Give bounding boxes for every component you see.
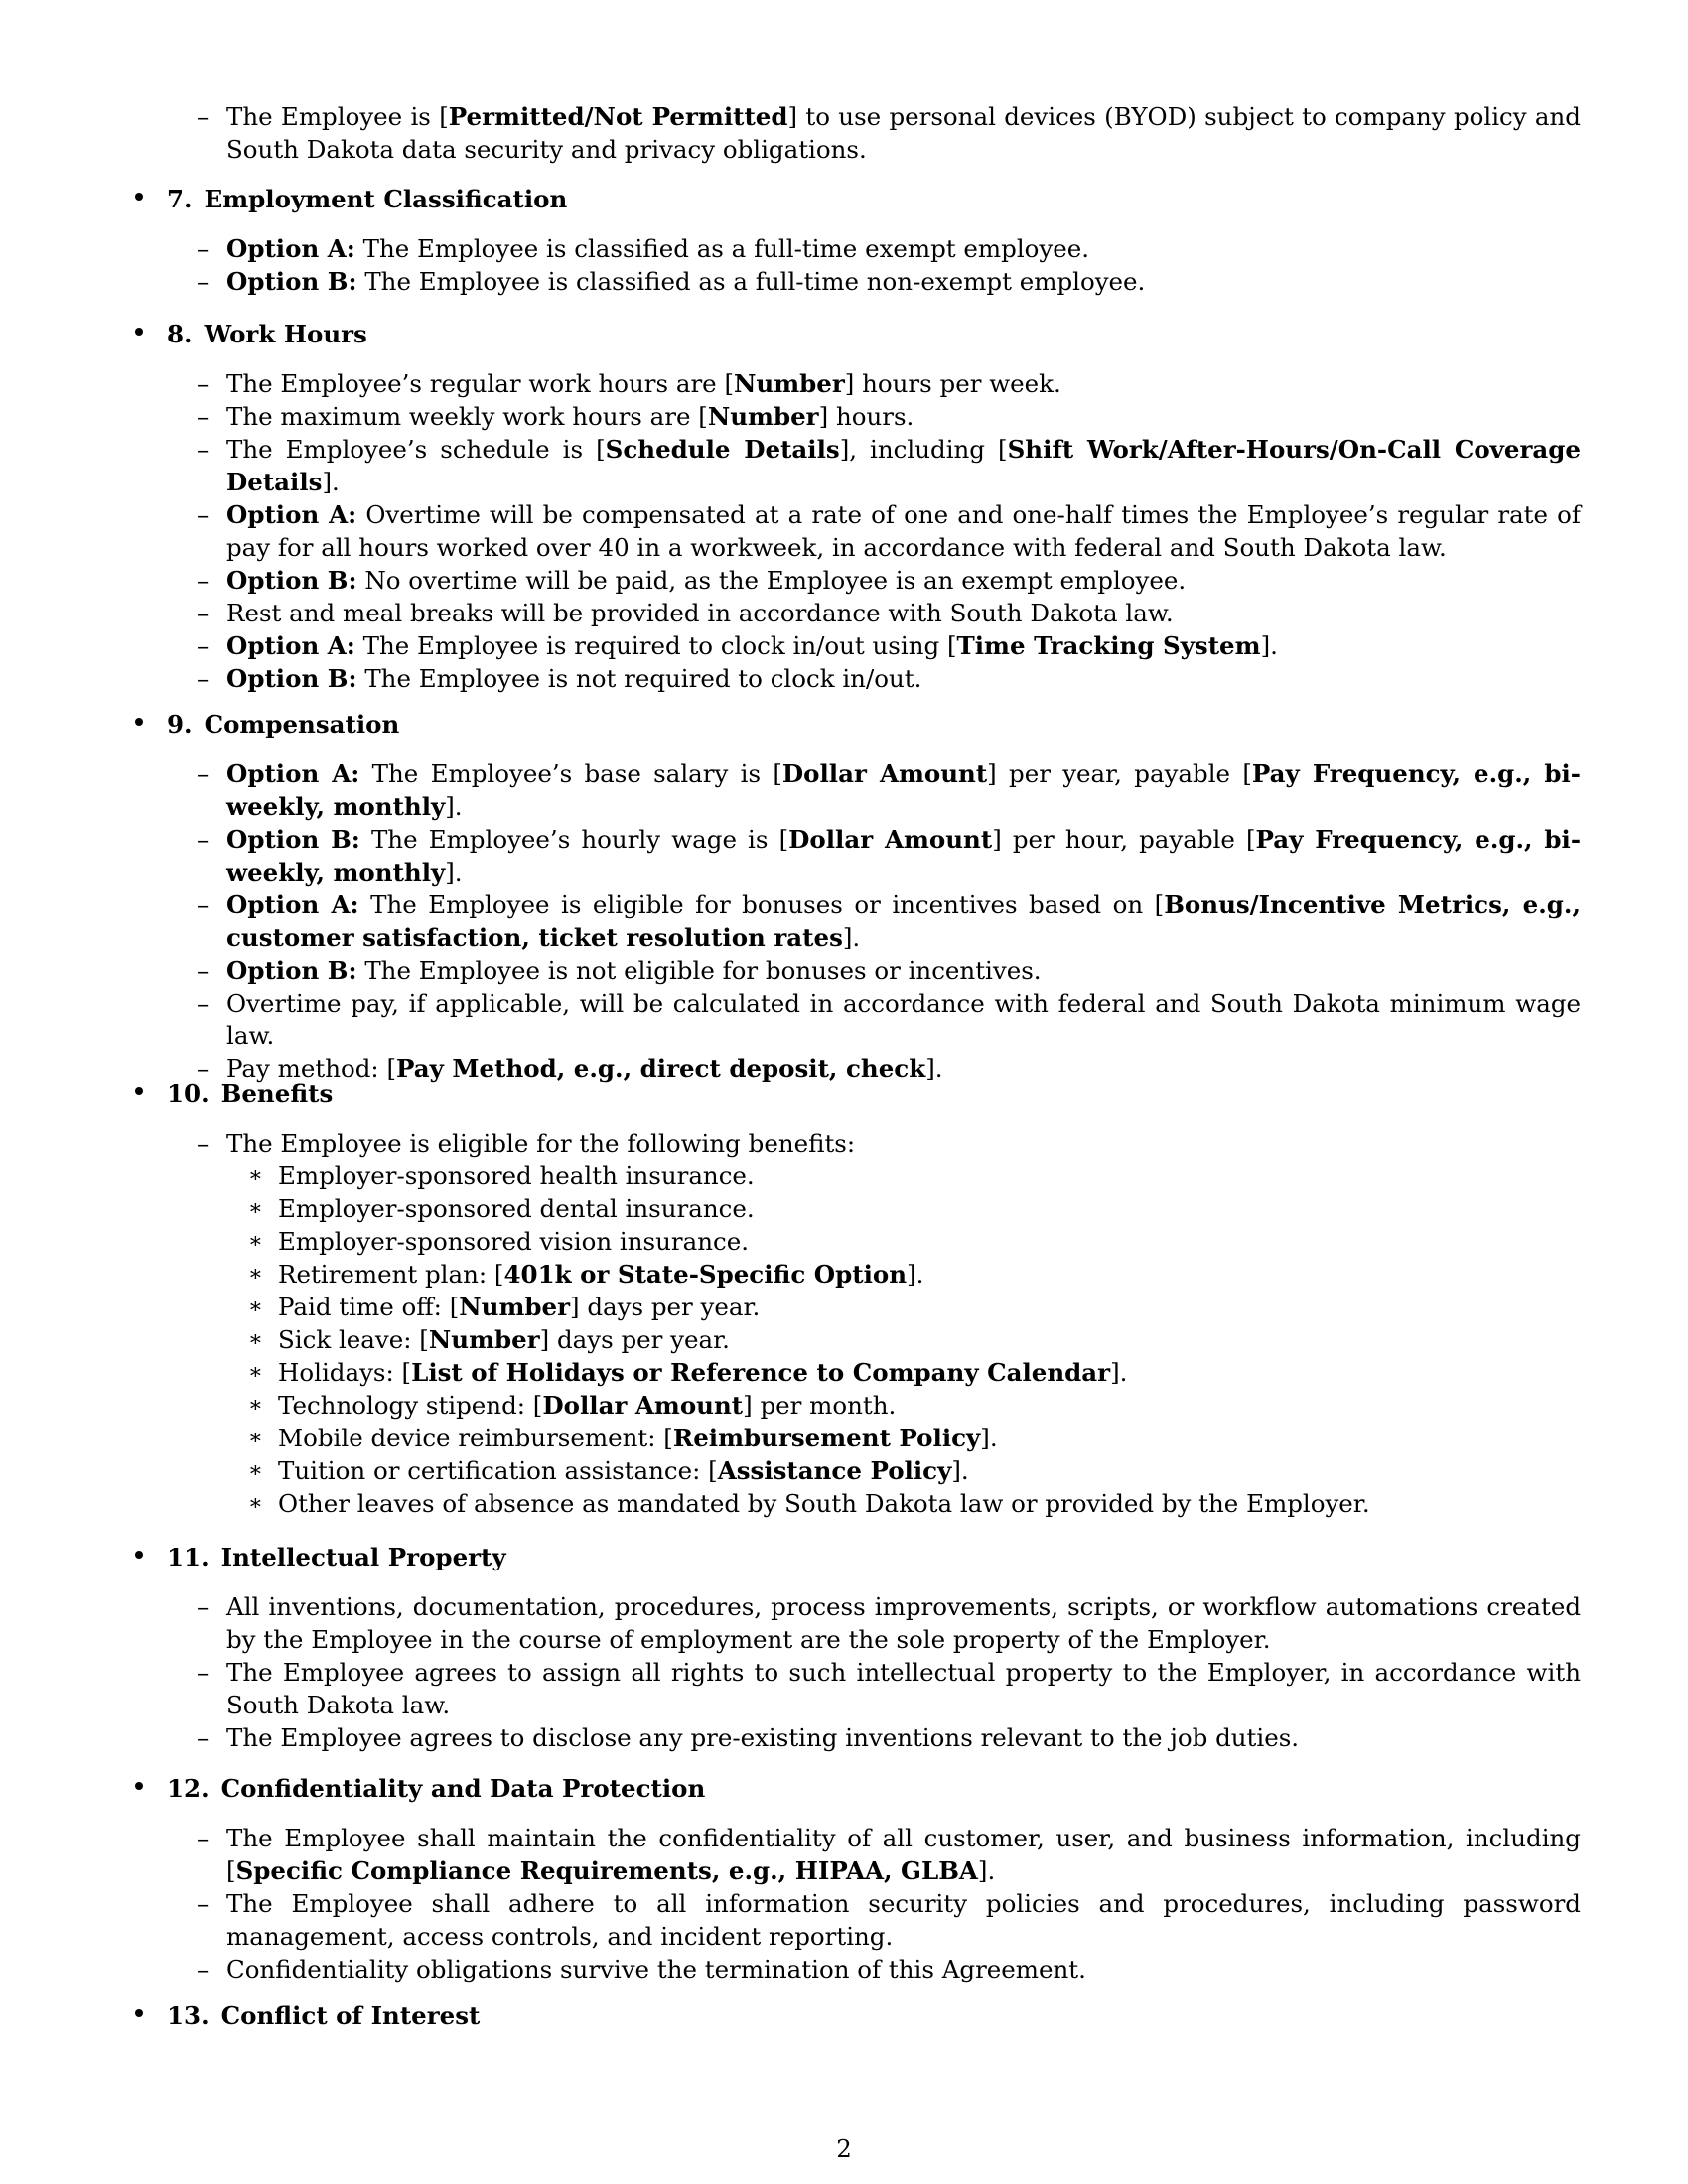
placeholder-text: Option B: bbox=[226, 956, 357, 985]
list-item bbox=[197, 367, 1581, 400]
placeholder-text: Time Tracking System bbox=[956, 631, 1261, 660]
clause-text: Employer-sponsored vision insurance. bbox=[278, 1227, 749, 1256]
star-marker: ∗ bbox=[248, 1426, 263, 1450]
clause-text: ]. bbox=[977, 1856, 996, 1885]
clause-text: Paid time off: [ bbox=[278, 1293, 460, 1321]
section-items bbox=[0, 367, 1688, 695]
list-item-text bbox=[226, 1658, 1581, 1719]
list-item-text bbox=[226, 1592, 1581, 1654]
clause-text: The Employee shall adhere to all information security policies and procedures, including password management, access controls, and incident reporting. bbox=[226, 1889, 1581, 1951]
list-item-text bbox=[226, 435, 1581, 496]
list-item-text bbox=[226, 1054, 943, 1083]
star-marker: ∗ bbox=[248, 1360, 263, 1385]
sub-list-item bbox=[248, 1192, 1581, 1225]
placeholder-text: Dollar Amount bbox=[542, 1391, 744, 1420]
clause-text: ]. bbox=[842, 923, 861, 952]
clause-text: The Employee’s base salary is [ bbox=[359, 759, 782, 788]
section-heading bbox=[167, 1772, 705, 1805]
list-item bbox=[197, 400, 1581, 433]
placeholder-text: 401k or State-Specific Option bbox=[503, 1260, 908, 1289]
clause-text: ] hours per week. bbox=[844, 369, 1061, 398]
clause-text: The Employee is not required to clock in/out. bbox=[356, 664, 922, 693]
placeholder-text: Option A: bbox=[226, 759, 360, 788]
clause-text: The Employee agrees to disclose any pre-existing inventions relevant to the job duties. bbox=[226, 1723, 1300, 1752]
clause-text: Technology stipend: [ bbox=[278, 1391, 543, 1420]
section-heading bbox=[167, 708, 399, 741]
list-item-text bbox=[226, 1129, 855, 1158]
clause-text: All inventions, documentation, procedures, process improvements, scripts, or workflow automations created by the Employee in the course of employment are the sole property of the Employer. bbox=[226, 1592, 1581, 1654]
sub-list-item-text bbox=[278, 1424, 998, 1452]
list-item bbox=[197, 433, 1581, 498]
placeholder-text: Option B: bbox=[226, 664, 357, 693]
clause-text: Confidentiality obligations survive the termination of this Agreement. bbox=[226, 1955, 1086, 1983]
clause-text: The Employee is not eligible for bonuses or incentives. bbox=[356, 956, 1042, 985]
section-number: 9. bbox=[167, 710, 193, 739]
dash-marker: – bbox=[197, 1824, 210, 1852]
list-item-text bbox=[226, 631, 1278, 660]
section-heading bbox=[167, 318, 367, 350]
placeholder-text: Option A: bbox=[226, 631, 355, 660]
star-marker: ∗ bbox=[248, 1163, 263, 1188]
dash-marker: – bbox=[197, 1955, 210, 1983]
clause-text: ]. bbox=[925, 1054, 943, 1083]
clause-text: ] to use personal devices (BYOD) subject to company policy and South Dakota data security and privacy obligations. bbox=[226, 102, 1581, 164]
clause-text: Mobile device reimbursement: [ bbox=[278, 1424, 673, 1452]
list-item-text bbox=[226, 664, 921, 693]
section-bullet bbox=[135, 1087, 143, 1095]
placeholder-text: Assistance Policy bbox=[717, 1456, 952, 1485]
clause-text: ]. bbox=[322, 468, 340, 496]
sub-list-item bbox=[248, 1422, 1581, 1454]
sub-list-item bbox=[248, 1487, 1581, 1520]
placeholder-text: Specific Compliance Requirements, e.g., HIPAA, GLBA bbox=[235, 1856, 978, 1885]
section-title: Compensation bbox=[204, 710, 400, 739]
section-number: 10. bbox=[167, 1079, 210, 1108]
placeholder-text: Dollar Amount bbox=[781, 759, 988, 788]
placeholder-text: Bonus/Incentive Metrics, e.g., customer satisfaction, ticket resolution rates bbox=[226, 890, 1581, 952]
list-item-text bbox=[226, 369, 1061, 398]
clause-text: ]. bbox=[445, 792, 463, 821]
sub-list-item-text bbox=[278, 1161, 755, 1190]
sub-list-item-text bbox=[278, 1194, 755, 1223]
list-item bbox=[197, 1590, 1581, 1656]
list-item-text bbox=[226, 759, 1581, 821]
sub-list-item-text bbox=[278, 1325, 730, 1354]
clause-text: Holidays: [ bbox=[278, 1358, 412, 1387]
clause-text: ] per month. bbox=[743, 1391, 897, 1420]
list-item bbox=[197, 1953, 1581, 1985]
list-item bbox=[197, 1052, 1581, 1085]
section-items bbox=[0, 1590, 1688, 1754]
placeholder-text: Number bbox=[734, 369, 845, 398]
clause-text: The Employee agrees to assign all rights to such intellectual property to the Employer, in accordance with South Dakota law. bbox=[226, 1658, 1581, 1719]
placeholder-text: Number bbox=[707, 402, 819, 431]
section-title: Conflict of Interest bbox=[220, 2001, 481, 2030]
section-bullet bbox=[135, 1782, 143, 1790]
clause-text: ]. bbox=[907, 1260, 924, 1289]
dash-marker: – bbox=[197, 759, 210, 788]
clause-text: ]. bbox=[980, 1424, 998, 1452]
placeholder-text: Shift Work/After-Hours/On-Call Coverage Details bbox=[226, 435, 1581, 496]
list-item bbox=[197, 1887, 1581, 1953]
section-heading bbox=[167, 1999, 480, 2032]
list-item bbox=[197, 757, 1581, 823]
clause-text: ]. bbox=[951, 1456, 969, 1485]
byod-clause-text bbox=[226, 102, 1581, 164]
clause-text: Retirement plan: [ bbox=[278, 1260, 504, 1289]
clause-text: Overtime will be compensated at a rate of one and one-half times the Employee’s regular rate of pay for all hours worked over 40 in a workweek, in accordance with federal and South Dakota law. bbox=[226, 500, 1581, 562]
list-item-text bbox=[226, 1889, 1581, 1951]
clause-text: ] per year, payable [ bbox=[987, 759, 1252, 788]
section-heading bbox=[167, 183, 567, 215]
list-item bbox=[197, 823, 1581, 888]
list-item-text bbox=[226, 989, 1581, 1050]
sub-list-item-text bbox=[278, 1358, 1127, 1387]
dash-marker: – bbox=[197, 989, 210, 1018]
clause-text: ], including [ bbox=[839, 435, 1008, 464]
placeholder-text: Dollar Amount bbox=[788, 825, 993, 854]
dash-marker: – bbox=[197, 956, 210, 985]
placeholder-text: Option A: bbox=[226, 890, 359, 919]
dash-marker: – bbox=[197, 402, 210, 431]
list-item bbox=[197, 564, 1581, 597]
list-item-text bbox=[226, 566, 1186, 595]
star-marker: ∗ bbox=[248, 1327, 263, 1352]
clause-text: The Employee’s schedule is [ bbox=[226, 435, 606, 464]
clause-text: No overtime will be paid, as the Employee is an exempt employee. bbox=[356, 566, 1187, 595]
section-number: 7. bbox=[167, 185, 193, 213]
list-item-text bbox=[226, 825, 1581, 887]
clause-text: ] per hour, payable [ bbox=[992, 825, 1256, 854]
sub-list-item bbox=[248, 1389, 1581, 1422]
dash-marker: – bbox=[197, 1723, 210, 1752]
list-item bbox=[197, 662, 1581, 695]
list-item-text bbox=[226, 500, 1581, 562]
list-item bbox=[197, 1822, 1581, 1887]
sub-list-item bbox=[248, 1225, 1581, 1258]
clause-text: Tuition or certification assistance: [ bbox=[278, 1456, 718, 1485]
clause-text: The maximum weekly work hours are [ bbox=[226, 402, 708, 431]
dash-marker: – bbox=[197, 1658, 210, 1687]
clause-text: The Employee is classified as a full-time non-exempt employee. bbox=[356, 267, 1146, 296]
placeholder-text: Option B: bbox=[226, 825, 360, 854]
dash-marker: – bbox=[197, 599, 210, 627]
section-items bbox=[0, 1127, 1688, 1520]
clause-text: The Employee is required to clock in/out using [ bbox=[354, 631, 957, 660]
placeholder-text: Number bbox=[428, 1325, 540, 1354]
section-items bbox=[0, 232, 1688, 298]
placeholder-text: Option B: bbox=[226, 267, 357, 296]
clause-text: Overtime pay, if applicable, will be calculated in accordance with federal and South Dakota minimum wage law. bbox=[226, 989, 1581, 1050]
clause-text: Pay method: [ bbox=[226, 1054, 397, 1083]
clause-text: ] days per year. bbox=[539, 1325, 730, 1354]
placeholder-text: Option A: bbox=[226, 500, 357, 529]
clause-text: ] hours. bbox=[818, 402, 914, 431]
section-title: Intellectual Property bbox=[220, 1543, 506, 1571]
section-title: Work Hours bbox=[204, 320, 367, 348]
placeholder-text: Pay Frequency, e.g., bi-weekly, monthly bbox=[226, 825, 1581, 887]
section-title: Employment Classification bbox=[204, 185, 568, 213]
clause-text: The Employee shall maintain the confidentiality of all customer, user, and business information, including [ bbox=[226, 1824, 1581, 1885]
clause-text: Sick leave: [ bbox=[278, 1325, 429, 1354]
list-item-text bbox=[226, 267, 1145, 296]
sub-list-item bbox=[248, 1323, 1581, 1356]
list-item bbox=[197, 888, 1581, 954]
list-item-text bbox=[226, 890, 1581, 952]
section-bullet bbox=[135, 328, 143, 336]
list-item-text bbox=[226, 1955, 1086, 1983]
star-marker: ∗ bbox=[248, 1262, 263, 1287]
section-heading bbox=[167, 1541, 506, 1573]
list-item bbox=[197, 498, 1581, 564]
sub-list-item-text bbox=[278, 1260, 923, 1289]
sub-list-item-text bbox=[278, 1391, 896, 1420]
byod-clause bbox=[197, 100, 1581, 166]
section-bullet bbox=[135, 718, 143, 726]
sub-list-item bbox=[248, 1160, 1581, 1192]
sub-list-item bbox=[248, 1356, 1581, 1389]
clause-text: Employer-sponsored health insurance. bbox=[278, 1161, 755, 1190]
sub-list-item bbox=[248, 1454, 1581, 1487]
dash-marker: – bbox=[197, 435, 210, 464]
star-marker: ∗ bbox=[248, 1491, 263, 1516]
placeholder-text: Number bbox=[459, 1293, 571, 1321]
placeholder-text: Pay Frequency, e.g., bi-weekly, monthly bbox=[226, 759, 1581, 821]
section-bullet bbox=[135, 193, 143, 201]
dash-marker: – bbox=[197, 234, 210, 263]
list-item bbox=[197, 629, 1581, 662]
clause-text: Rest and meal breaks will be provided in accordance with South Dakota law. bbox=[226, 599, 1174, 627]
sub-list-item-text bbox=[278, 1489, 1370, 1518]
clause-text: The Employee is eligible for the following benefits: bbox=[226, 1129, 856, 1158]
section-title: Benefits bbox=[220, 1079, 334, 1108]
dash-marker: – bbox=[197, 102, 210, 131]
list-item-text bbox=[226, 1723, 1299, 1752]
clause-text: Employer-sponsored dental insurance. bbox=[278, 1194, 755, 1223]
dash-marker: – bbox=[197, 1054, 210, 1083]
clause-text: ] days per year. bbox=[570, 1293, 761, 1321]
list-item bbox=[197, 1127, 1581, 1160]
star-marker: ∗ bbox=[248, 1295, 263, 1319]
dash-marker: – bbox=[197, 369, 210, 398]
clause-text: ]. bbox=[1110, 1358, 1128, 1387]
clause-text: The Employee’s hourly wage is [ bbox=[359, 825, 789, 854]
dash-marker: – bbox=[197, 1592, 210, 1621]
placeholder-text: Pay Method, e.g., direct deposit, check bbox=[396, 1054, 926, 1083]
clause-text: The Employee is [ bbox=[226, 102, 449, 131]
section-items bbox=[0, 1822, 1688, 1985]
dash-marker: – bbox=[197, 890, 210, 919]
dash-marker: – bbox=[197, 500, 210, 529]
list-item bbox=[197, 232, 1581, 265]
clause-text: The Employee’s regular work hours are [ bbox=[226, 369, 735, 398]
clause-text: Other leaves of absence as mandated by South Dakota law or provided by the Employer. bbox=[278, 1489, 1370, 1518]
placeholder-text: Option B: bbox=[226, 566, 357, 595]
list-item bbox=[197, 987, 1581, 1052]
sub-list-item-text bbox=[278, 1293, 760, 1321]
sub-list-item-text bbox=[278, 1456, 969, 1485]
section-number: 13. bbox=[167, 2001, 210, 2030]
section-title: Confidentiality and Data Protection bbox=[220, 1774, 706, 1803]
dash-marker: – bbox=[197, 1129, 210, 1158]
dash-marker: – bbox=[197, 664, 210, 693]
section-number: 12. bbox=[167, 1774, 210, 1803]
star-marker: ∗ bbox=[248, 1393, 263, 1418]
sub-list-item bbox=[248, 1258, 1581, 1291]
list-item bbox=[197, 1721, 1581, 1754]
list-item-text bbox=[226, 956, 1042, 985]
list-item bbox=[197, 1656, 1581, 1721]
dash-marker: – bbox=[197, 566, 210, 595]
placeholder-text: Permitted/Not Permitted bbox=[448, 102, 788, 131]
dash-marker: – bbox=[197, 267, 210, 296]
section-items bbox=[0, 757, 1688, 1085]
list-item-text bbox=[226, 1824, 1581, 1885]
list-item bbox=[197, 597, 1581, 629]
list-item-text bbox=[226, 234, 1089, 263]
section-bullet bbox=[135, 2009, 143, 2017]
page-number: 2 bbox=[836, 2134, 852, 2163]
clause-text: The Employee is classified as a full-time exempt employee. bbox=[354, 234, 1090, 263]
sub-list-item-text bbox=[278, 1227, 749, 1256]
section-heading bbox=[167, 1077, 333, 1110]
star-marker: ∗ bbox=[248, 1196, 263, 1221]
clause-text: ]. bbox=[445, 858, 463, 887]
list-item-text bbox=[226, 599, 1174, 627]
section-number: 8. bbox=[167, 320, 193, 348]
placeholder-text: Option A: bbox=[226, 234, 355, 263]
star-marker: ∗ bbox=[248, 1229, 263, 1254]
list-item bbox=[197, 265, 1581, 298]
section-number: 11. bbox=[167, 1543, 210, 1571]
section-bullet bbox=[135, 1551, 143, 1559]
dash-marker: – bbox=[197, 1889, 210, 1918]
sub-list-item bbox=[248, 1291, 1581, 1323]
star-marker: ∗ bbox=[248, 1458, 263, 1483]
dash-marker: – bbox=[197, 631, 210, 660]
placeholder-text: Schedule Details bbox=[605, 435, 840, 464]
dash-marker: – bbox=[197, 825, 210, 854]
list-item bbox=[197, 954, 1581, 987]
clause-text: ]. bbox=[1260, 631, 1278, 660]
placeholder-text: Reimbursement Policy bbox=[672, 1424, 981, 1452]
placeholder-text: List of Holidays or Reference to Company Calendar bbox=[411, 1358, 1111, 1387]
list-item-text bbox=[226, 402, 914, 431]
clause-text: The Employee is eligible for bonuses or incentives based on [ bbox=[358, 890, 1165, 919]
